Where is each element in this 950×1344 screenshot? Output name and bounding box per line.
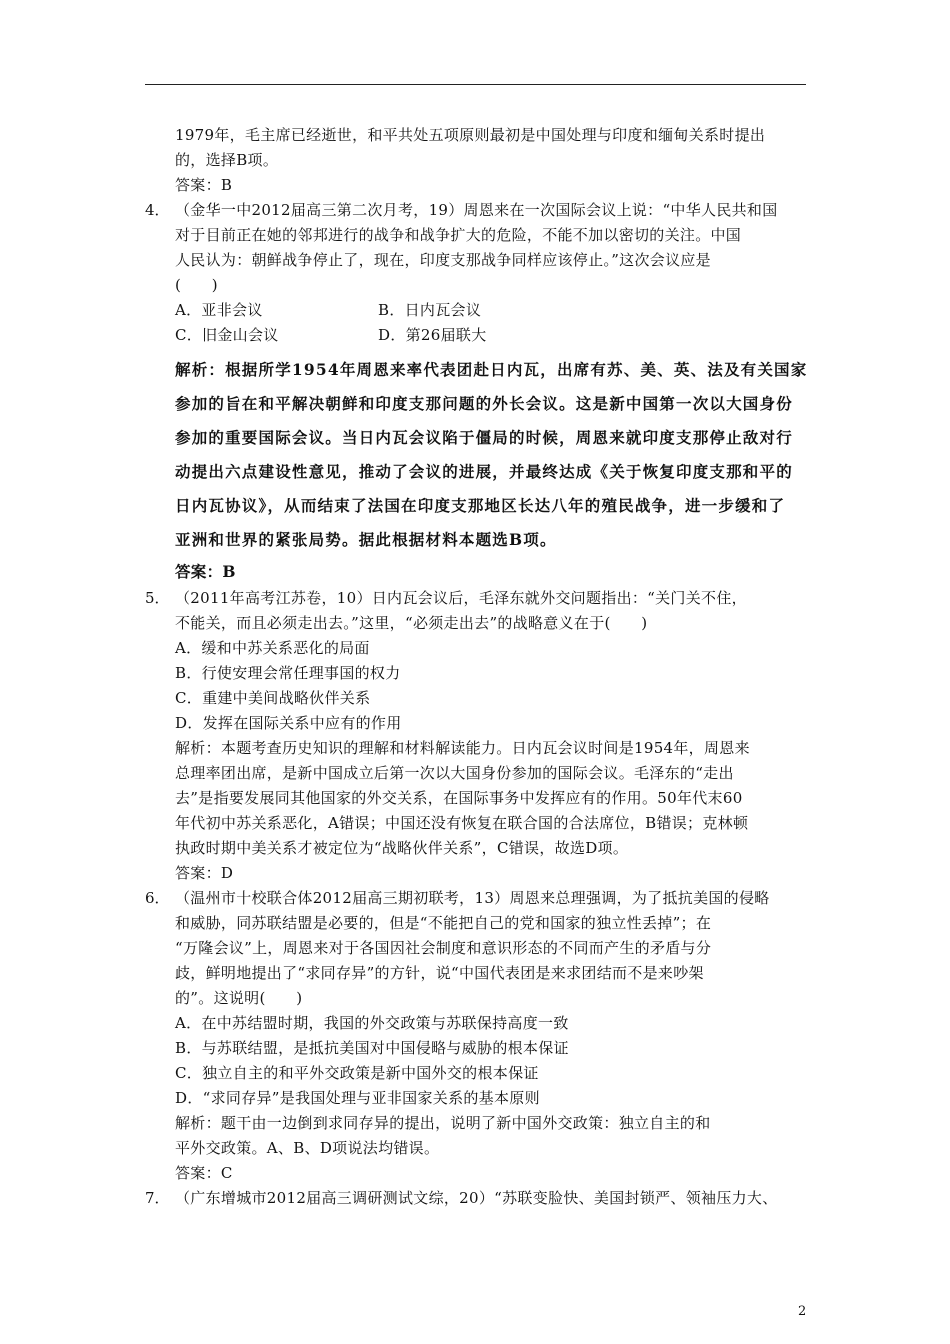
q5-analysis-line-5: 执政时期中美关系才被定位为“战略伙伴关系”，C错误，故选D项。	[175, 839, 629, 857]
q5-answer: 答案：D	[175, 864, 234, 882]
q6-option-d: D．“求同存异”是我国处理与亚非国家关系的基本原则	[175, 1089, 540, 1107]
q4-stem-line-3: 人民认为：朝鲜战争停止了，现在，印度支那战争同样应该停止。”这次会议应是	[175, 251, 711, 269]
q6-option-a: A．在中苏结盟时期，我国的外交政策与苏联保持高度一致	[175, 1014, 569, 1032]
q4-stem-line-2: 对于目前正在她的邻邦进行的战争和战争扩大的危险，不能不加以密切的关注。中国	[175, 226, 742, 244]
page-number: 2	[798, 1304, 807, 1319]
q5-stem-line-1: （2011年高考江苏卷，10）日内瓦会议后，毛泽东就外交问题指出：“关门关不住，	[175, 589, 747, 607]
header-rule	[145, 84, 806, 85]
q5-analysis-line-4: 年代初中苏关系恶化，A错误；中国还没有恢复在联合国的合法席位，B错误；克林顿	[175, 814, 749, 832]
q7-stem-line-1: （广东增城市2012届高三调研测试文综，20）“苏联变脸快、美国封锁严、领袖压力大、	[175, 1189, 778, 1207]
q4-option-a: A．亚非会议	[175, 301, 263, 319]
q6-stem-line-4: 歧，鲜明地提出了“求同存异”的方针，说“中国代表团是来求团结而不是来吵架	[175, 964, 704, 982]
q4-analysis-line-4: 动提出六点建设性意见，推动了会议的进展，并最终达成《关于恢复印度支那和平的	[175, 462, 793, 481]
q4-stem-line-1: （金华一中2012届高三第二次月考，19）周恩来在一次国际会议上说：“中华人民共和国	[175, 201, 778, 219]
q5-option-d: D．发挥在国际关系中应有的作用	[175, 714, 402, 732]
q6-analysis-line-1: 解析：题干由一边倒到求同存异的提出，说明了新中国外交政策：独立自主的和	[175, 1114, 711, 1132]
q5-number: 5．	[145, 589, 170, 607]
q6-option-b: B．与苏联结盟，是抵抗美国对中国侵略与威胁的根本保证	[175, 1039, 569, 1057]
q4-option-c: C．旧金山会议	[175, 326, 279, 344]
q4-answer: 答案：B	[175, 562, 236, 581]
q4-analysis-line-1: 解析：根据所学1954年周恩来率代表团赴日内瓦，出席有苏、美、英、法及有关国家	[175, 360, 808, 379]
q5-option-c: C．重建中美间战略伙伴关系	[175, 689, 371, 707]
q5-stem-line-2: 不能关，而且必须走出去。”这里，“必须走出去”的战略意义在于( )	[175, 614, 648, 632]
q5-analysis-line-3: 去”是指要发展同其他国家的外交关系，在国际事务中发挥应有的作用。50年代末60	[175, 789, 743, 807]
q6-analysis-line-2: 平外交政策。A、B、D项说法均错误。	[175, 1139, 440, 1157]
q5-analysis-line-2: 总理率团出席，是新中国成立后第一次以大国身份参加的国际会议。毛泽东的“走出	[175, 764, 734, 782]
q4-number: 4．	[145, 201, 170, 219]
q7-number: 7．	[145, 1189, 170, 1207]
q4-analysis-line-5: 日内瓦协议》，从而结束了法国在印度支那地区长达八年的殖民战争，进一步缓和了	[175, 496, 786, 515]
q4-stem-line-4: ( )	[175, 276, 218, 294]
q3-line-2: 的，选择B项。	[175, 151, 279, 169]
q4-analysis-line-3: 参加的重要国际会议。当日内瓦会议陷于僵局的时候，周恩来就印度支那停止敌对行	[175, 428, 793, 447]
q6-stem-line-1: （温州市十校联合体2012届高三期初联考，13）周恩来总理强调，为了抵抗美国的侵略	[175, 889, 770, 907]
q3-answer: 答案：B	[175, 176, 233, 194]
q4-option-b: B．日内瓦会议	[378, 301, 482, 319]
q6-stem-line-3: “万隆会议”上，周恩来对于各国因社会制度和意识形态的不同而产生的矛盾与分	[175, 939, 712, 957]
q6-option-c: C．独立自主的和平外交政策是新中国外交的根本保证	[175, 1064, 539, 1082]
q4-option-d: D．第26届联大	[378, 326, 487, 344]
q6-stem-line-5: 的”。这说明( )	[175, 989, 303, 1007]
q5-option-a: A．缓和中苏关系恶化的局面	[175, 639, 370, 657]
q6-number: 6．	[145, 889, 170, 907]
q3-line-1: 1979年，毛主席已经逝世，和平共处五项原则最初是中国处理与印度和缅甸关系时提出	[175, 126, 766, 144]
q4-analysis-line-2: 参加的旨在和平解决朝鲜和印度支那问题的外长会议。这是新中国第一次以大国身份	[175, 394, 793, 413]
q6-answer: 答案：C	[175, 1164, 233, 1182]
q5-option-b: B．行使安理会常任理事国的权力	[175, 664, 401, 682]
q5-analysis-line-1: 解析：本题考查历史知识的理解和材料解读能力。日内瓦会议时间是1954年，周恩来	[175, 739, 750, 757]
q4-analysis-line-6: 亚洲和世界的紧张局势。据此根据材料本题选B项。	[175, 530, 557, 549]
q6-stem-line-2: 和威胁，同苏联结盟是必要的，但是“不能把自己的党和国家的独立性丢掉”；在	[175, 914, 712, 932]
